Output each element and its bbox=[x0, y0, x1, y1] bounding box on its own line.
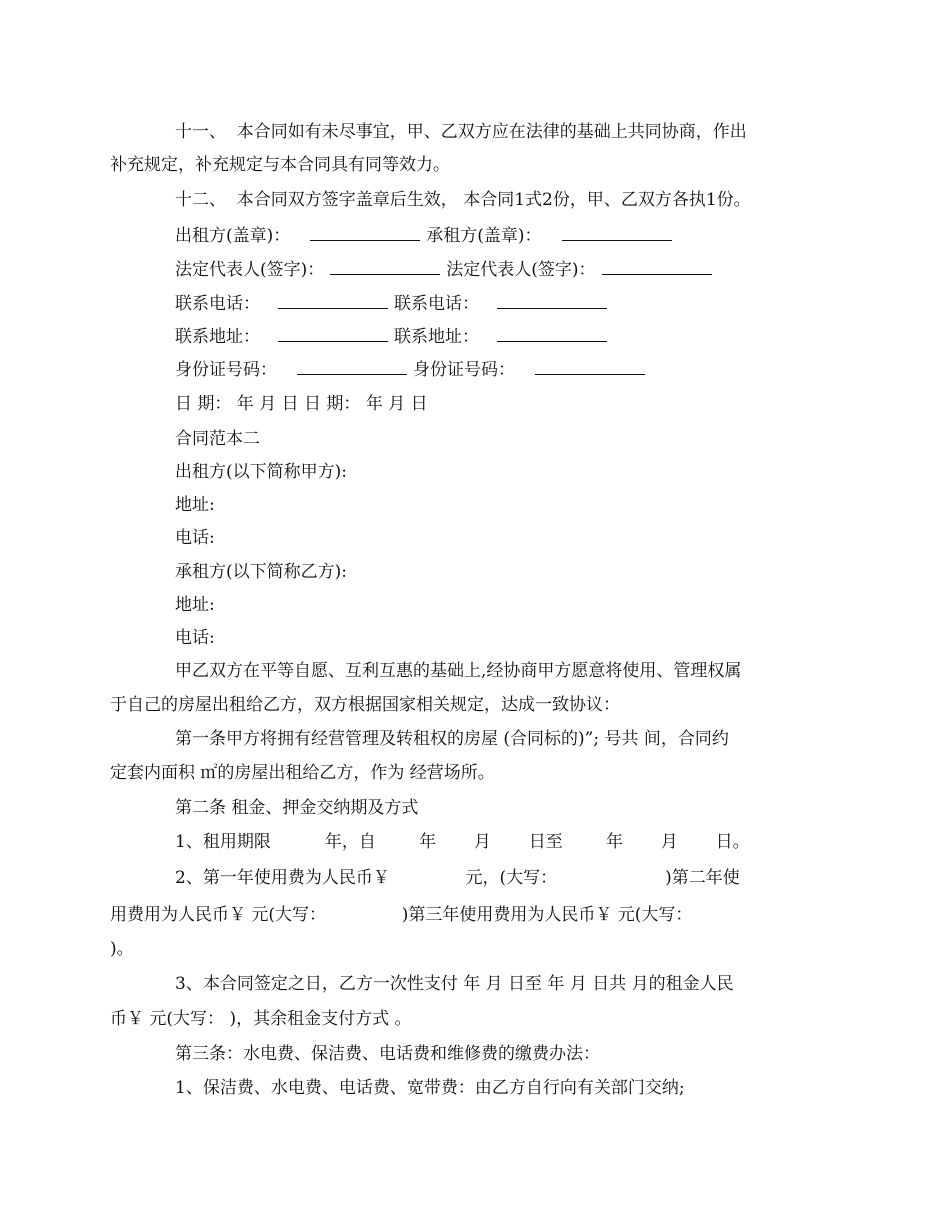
article2-item2-line2: 用费用为人民币￥ 元(大写： )第三年使用费用为人民币￥ 元(大写： bbox=[110, 905, 693, 925]
date-row: 日 期： 年 月 日 日 期： 年 月 日 bbox=[175, 394, 428, 414]
article3-item1: 1、保洁费、水电费、电话费、宽带费：由乙方自行向有关部门交纳; bbox=[175, 1078, 685, 1098]
lessee-phone-blank[interactable] bbox=[497, 294, 607, 309]
template2-lessor: 出租方(以下简称甲方): bbox=[175, 462, 347, 482]
lessor-address-blank[interactable] bbox=[278, 327, 388, 342]
article1-line2: 定套内面积 ㎡的房屋出租给乙方，作为 经营场所。 bbox=[110, 763, 495, 783]
lessor-id-label: 身份证号码： bbox=[175, 360, 277, 380]
lessee-id-label: 身份证号码： bbox=[413, 360, 515, 380]
lessee-id-blank[interactable] bbox=[535, 360, 645, 375]
article2-item2-line3: )。 bbox=[110, 939, 134, 959]
lessee-address-blank[interactable] bbox=[497, 327, 607, 342]
article2-item3-line1: 3、本合同签定之日，乙方一次性支付 年 月 日至 年 月 日共 月的租金人民 bbox=[175, 974, 734, 994]
template2-lessor-address: 地址: bbox=[175, 495, 215, 515]
lessee-address-label: 联系地址： bbox=[394, 327, 479, 347]
id-row bbox=[175, 359, 651, 381]
lessee-seal-label: 承租方(盖章)： bbox=[426, 226, 542, 246]
article2-title: 第二条 租金、押金交纳期及方式 bbox=[175, 798, 419, 818]
lessee-seal-blank[interactable] bbox=[562, 226, 672, 241]
clause-12: 十二、 本合同双方签字盖章后生效， 本合同1式2份，甲、乙双方各执1份。 bbox=[175, 190, 751, 210]
lessor-address-label: 联系地址： bbox=[175, 327, 260, 347]
template2-lessor-phone: 电话: bbox=[175, 528, 215, 548]
lessee-phone-label: 联系电话： bbox=[394, 294, 479, 314]
article1-line1: 第一条甲方将拥有经营管理及转租权的房屋 (合同标的)”; 号共 间，合同约 bbox=[175, 729, 729, 749]
intro-line1: 甲乙双方在平等自愿、互利互惠的基础上,经协商甲方愿意将使用、管理权属 bbox=[175, 661, 742, 681]
legal-rep-row bbox=[175, 259, 718, 281]
seal-row bbox=[175, 225, 678, 247]
template2-lessee-phone: 电话: bbox=[175, 628, 215, 648]
lessor-seal-blank[interactable] bbox=[310, 226, 420, 241]
lessor-legal-rep-label: 法定代表人(签字)： bbox=[175, 260, 325, 280]
template2-lessee-address: 地址: bbox=[175, 595, 215, 615]
template2-title: 合同范本二 bbox=[175, 429, 260, 449]
lessor-seal-label: 出租方(盖章)： bbox=[175, 226, 291, 246]
article2-item3-line2: 币￥ 元(大写： )，其余租金支付方式 。 bbox=[110, 1009, 412, 1029]
address-row bbox=[175, 326, 613, 348]
clause-11-line1: 十一、 本合同如有未尽事宜，甲、乙双方应在法律的基础上共同协商，作出 bbox=[175, 122, 747, 142]
clause-11-line2: 补充规定，补充规定与本合同具有同等效力。 bbox=[110, 155, 450, 175]
lessor-phone-label: 联系电话： bbox=[175, 294, 260, 314]
lessor-legal-rep-blank[interactable] bbox=[330, 260, 440, 275]
lessee-legal-rep-label: 法定代表人(签字)： bbox=[446, 260, 596, 280]
template2-lessee: 承租方(以下简称乙方): bbox=[175, 562, 347, 582]
article3-title: 第三条：水电费、保洁费、电话费和维修费的缴费办法： bbox=[175, 1044, 600, 1064]
intro-line2: 于自己的房屋出租给乙方，双方根据国家相关规定，达成一致协议： bbox=[110, 695, 620, 715]
article2-item2-line1: 2、第一年使用费为人民币￥ 元，(大写： )第二年使 bbox=[175, 868, 740, 888]
lessee-legal-rep-blank[interactable] bbox=[602, 260, 712, 275]
phone-row bbox=[175, 293, 613, 315]
lessor-phone-blank[interactable] bbox=[278, 294, 388, 309]
lessor-id-blank[interactable] bbox=[297, 360, 407, 375]
article2-item1: 1、租用期限 年，自 年 月 日至 年 月 日。 bbox=[175, 832, 750, 852]
